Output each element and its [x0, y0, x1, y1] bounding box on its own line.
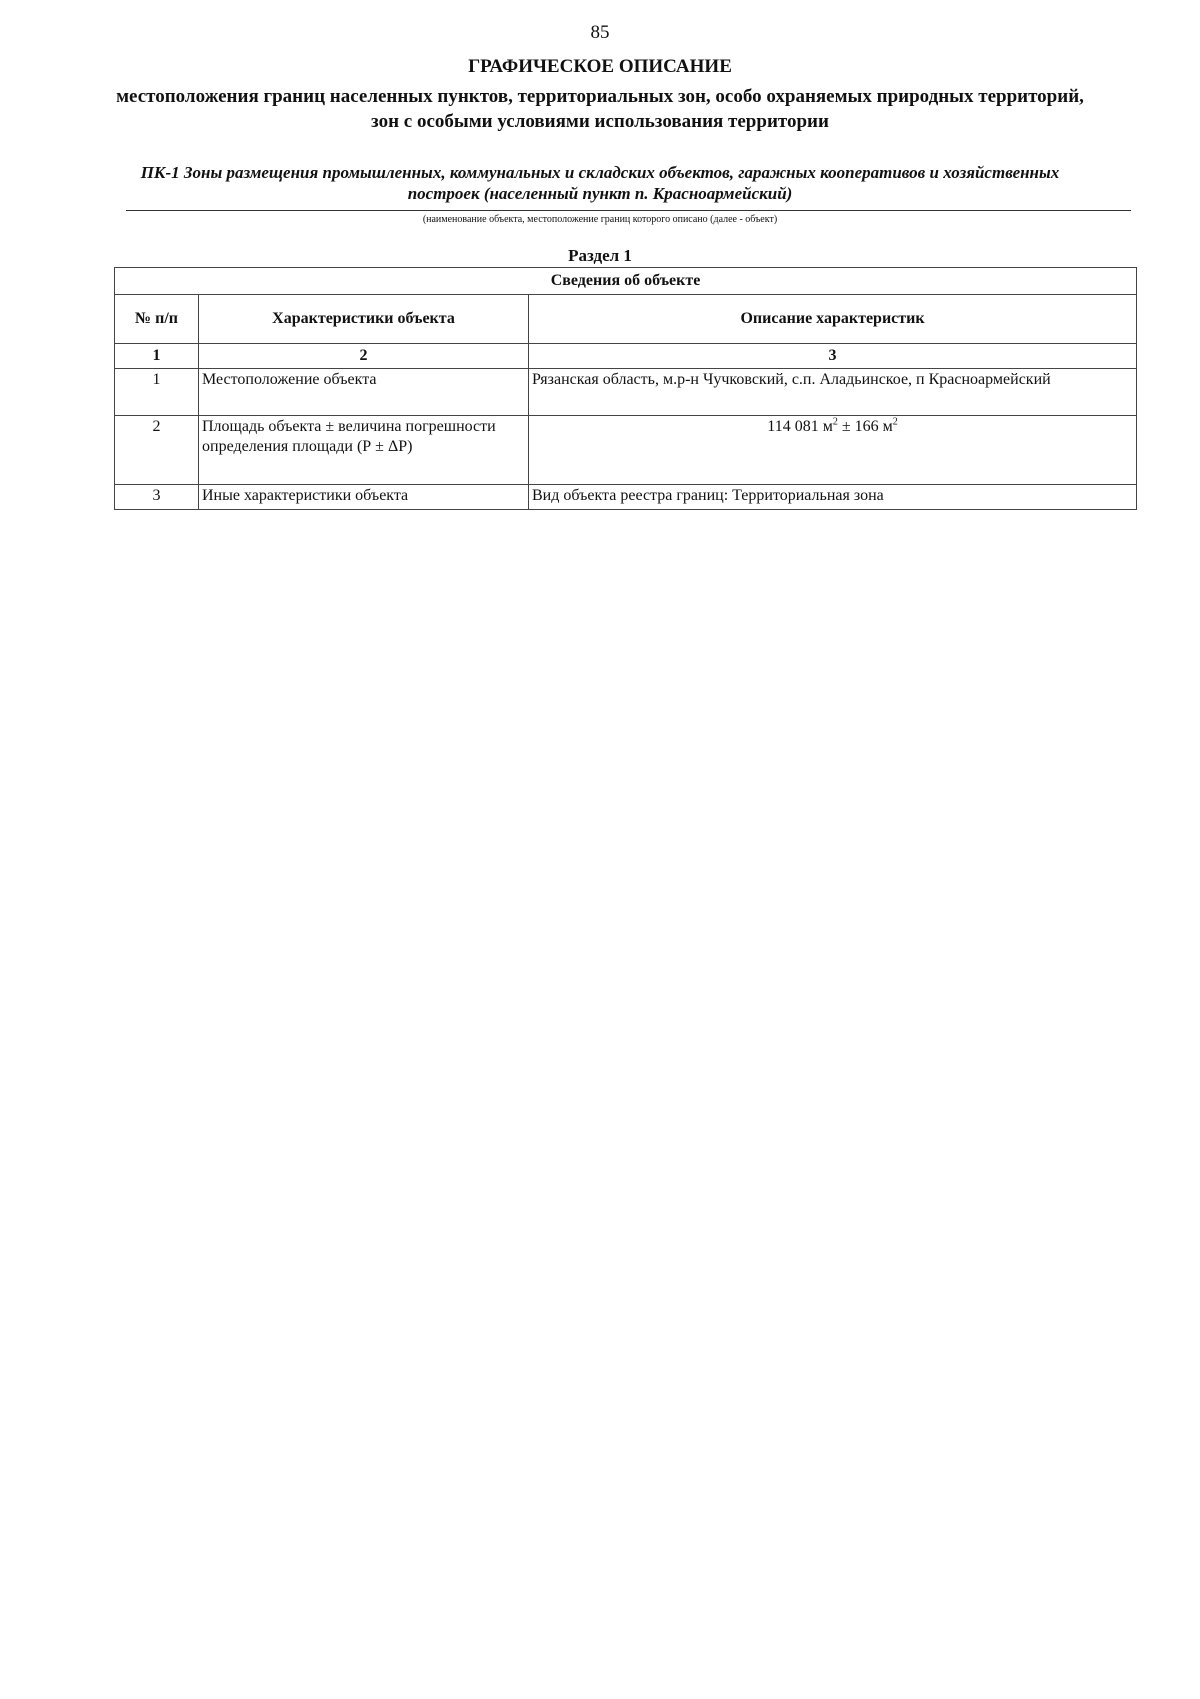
document-title: ГРАФИЧЕСКОЕ ОПИСАНИЕ: [468, 56, 732, 77]
header-description: Описание характеристик: [529, 295, 1137, 344]
object-name-caption: (наименование объекта, местоположение границ которого описано (далее - объект): [422, 214, 778, 225]
area-error: ± 166 м: [837, 418, 893, 435]
row-description: Рязанская область, м.р-н Чучковский, с.п. Аладьинское, п Красноармейский: [529, 369, 1137, 416]
page-number: 85: [590, 22, 610, 43]
column-number: 2: [199, 344, 529, 369]
table-caption: Сведения об объекте: [115, 268, 1137, 295]
table-row: [115, 485, 1137, 510]
header-num: № п/п: [115, 295, 199, 344]
row-characteristic: Местоположение объекта: [199, 369, 529, 416]
column-number: 1: [115, 344, 199, 369]
table-row: [115, 369, 1137, 416]
header-characteristic: Характеристики объекта: [199, 295, 529, 344]
object-info-table: [114, 267, 1137, 510]
area-unit-exponent: 2: [832, 416, 838, 428]
document-subtitle: местоположения границ населенных пунктов, территориальных зон, особо охраняемых природных территорий, зон с особыми условиями использования территории: [116, 86, 1084, 132]
row-characteristic: Площадь объекта ± величина погрешности определения площади (Р ± ΔР): [199, 416, 529, 485]
object-name: ПК-1 Зоны размещения промышленных, коммунальных и складских объектов, гаражных кооперативов и хозяйственных построек (населенный пункт п. Красноармейский): [140, 163, 1060, 203]
row-num: 2: [115, 416, 199, 485]
section-label: Раздел 1: [568, 246, 632, 265]
area-error-exponent: 2: [892, 416, 898, 428]
row-num: 3: [115, 485, 199, 510]
row-characteristic: Иные характеристики объекта: [199, 485, 529, 510]
object-name-underline: [126, 210, 1131, 211]
table-header-row: [115, 295, 1137, 344]
row-description-area: [529, 416, 1137, 485]
table-caption-row: [115, 268, 1137, 295]
area-value: 114 081 м: [767, 418, 833, 435]
column-number: 3: [529, 344, 1137, 369]
row-description: Вид объекта реестра границ: Территориальная зона: [529, 485, 1137, 510]
column-number-row: [115, 344, 1137, 369]
row-num: 1: [115, 369, 199, 416]
table-row: [115, 416, 1137, 485]
